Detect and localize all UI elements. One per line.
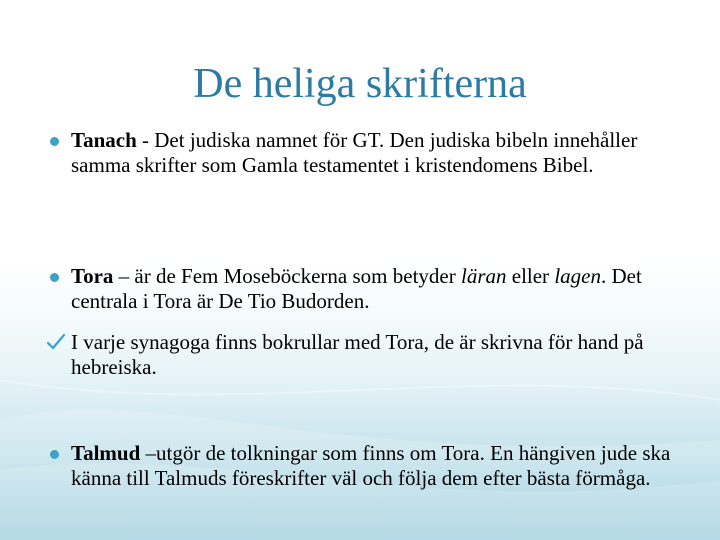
bullet-tora bbox=[46, 264, 686, 314]
bullet-body: –utgör de tolkningar som finns om Tora. En hängiven jude ska känna till Talmuds föreskrifter väl och följa dem efter bästa förmåga. bbox=[71, 441, 671, 490]
slide-title: De heliga skrifterna bbox=[193, 61, 527, 107]
bullet-talmud bbox=[46, 441, 686, 491]
bullet-body: – är de Fem Moseböckerna som betyder bbox=[113, 264, 461, 288]
bullet-emphasis: lagen bbox=[554, 264, 601, 288]
bullet-body: I varje synagoga finns bokrullar med Tora, de är skrivna för hand på hebreiska. bbox=[71, 330, 644, 379]
bullet-body: eller bbox=[506, 264, 555, 288]
bullet-tanach bbox=[46, 128, 686, 178]
bullet-text bbox=[71, 330, 686, 380]
bullet-body: - Det judiska namnet för GT. Den judiska bibeln innehåller samma skrifter som Gamla testamentet i kristendomens Bibel. bbox=[71, 128, 638, 177]
bullet-term: Tora bbox=[71, 264, 114, 288]
bullet-synagoga bbox=[46, 330, 686, 380]
bullet-term: Tanach bbox=[71, 128, 137, 152]
bullet-term: Talmud bbox=[71, 441, 141, 465]
bullet-body: . Det centrala i Tora är De Tio Budorden. bbox=[71, 264, 642, 313]
bullet-text bbox=[71, 128, 686, 178]
bullet-text bbox=[71, 441, 686, 491]
bullet-emphasis: läran bbox=[460, 264, 507, 288]
bullet-text bbox=[71, 264, 686, 314]
